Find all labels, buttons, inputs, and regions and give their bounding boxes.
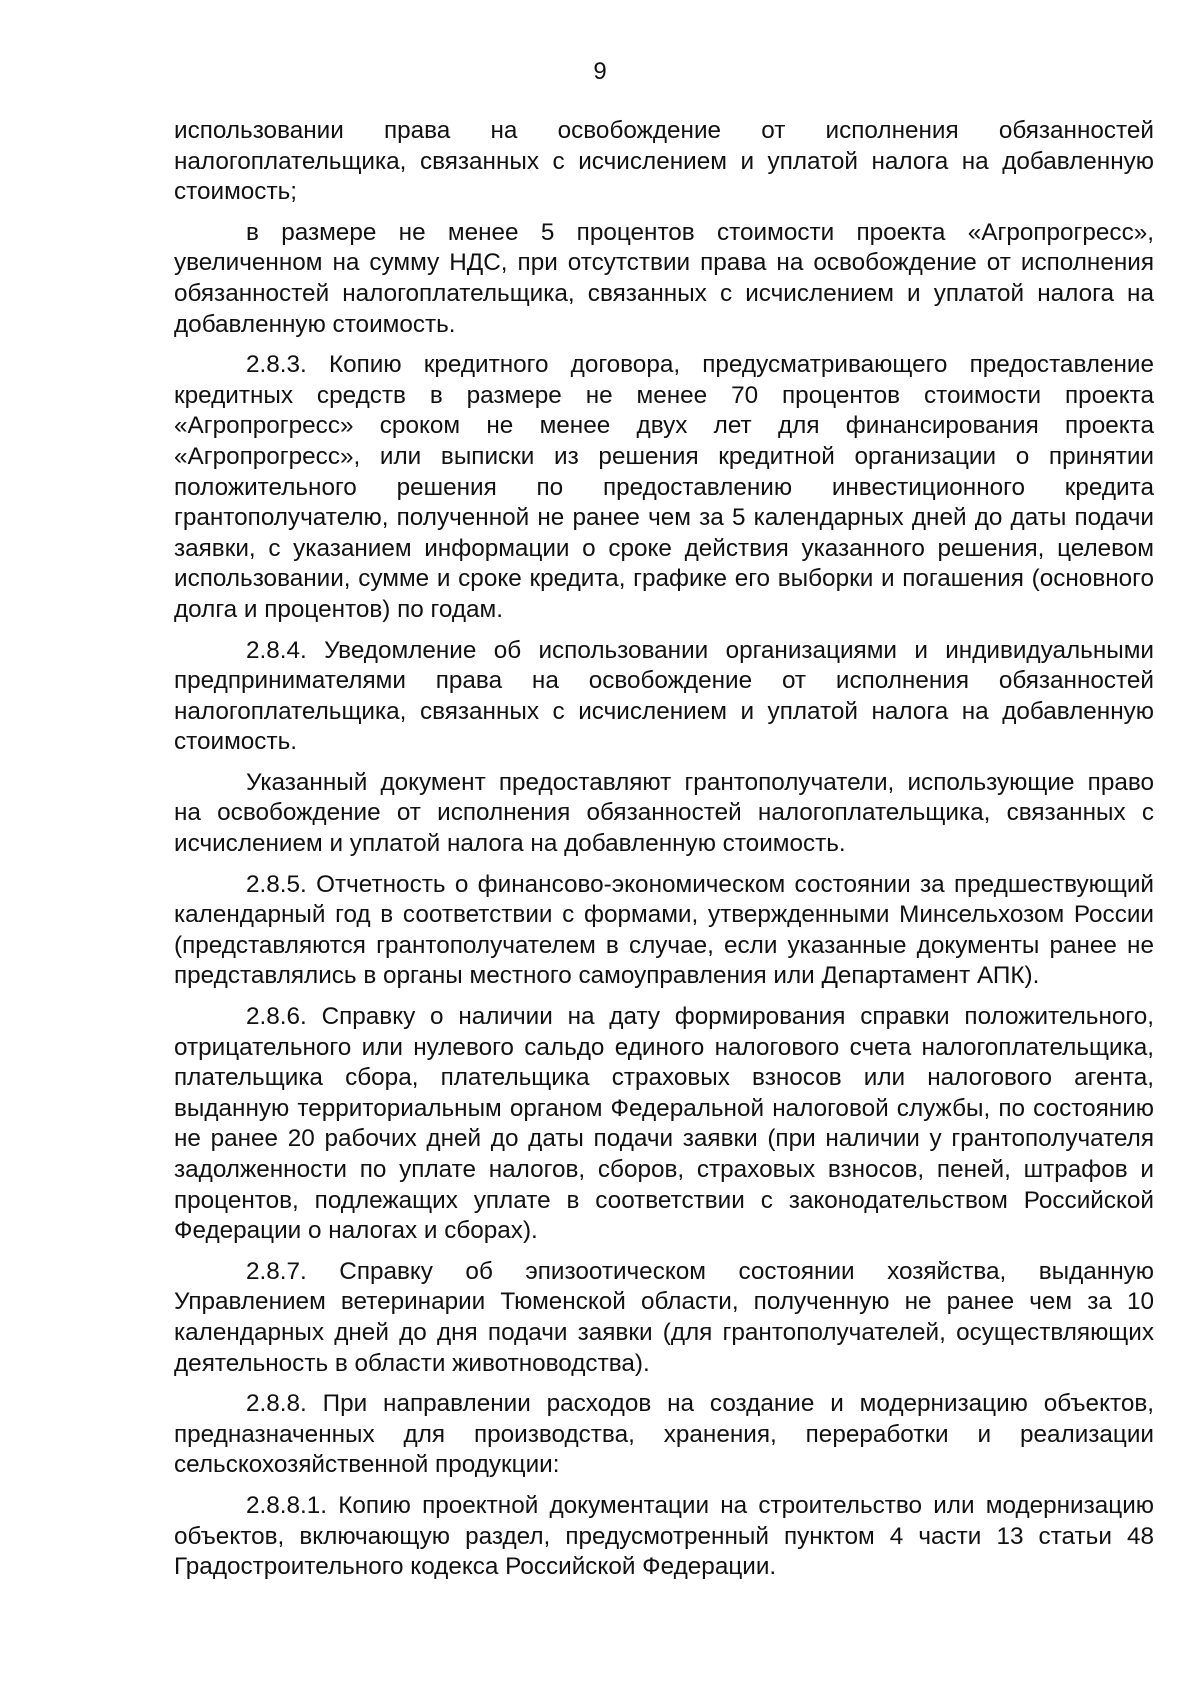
- paragraph-2-8-8-1: 2.8.8.1. Копию проектной документации на строительство или модернизацию объектов, включающую раздел, предусмотренный пунктом 4 части 13 статьи 48 Градостроительного кодекса Российской Федерации.: [174, 1491, 1154, 1581]
- paragraph-2-8-8: 2.8.8. При направлении расходов на создание и модернизацию объектов, предназначенных для производства, хранения, переработки и реализации сельскохозяйственной продукции:: [174, 1390, 1154, 1479]
- paragraph-continuation: использовании права на освобождение от исполнения обязанностей налогоплательщика, связанных с исчислением и уплатой налога на добавленную стоимость;: [174, 117, 1154, 206]
- paragraph-document-note: Указанный документ предоставляют грантополучатели, использующие право на освобождение от исполнения обязанностей налогоплательщика, связанных с исчислением и уплатой налога на добавленную стоимость.: [174, 768, 1154, 858]
- paragraph-2-8-6: 2.8.6. Справку о наличии на дату формирования справки положительного, отрицательного или нулевого сальдо единого налогового счета налогоплательщика, плательщика сбора, плательщика страховых взносов или налогового агента, выданную территориальным органом Федеральной налоговой службы, по состоянию не ранее 20 рабочих дней до даты подачи заявки (при наличии у грантополучателя задолженности по уплате налогов, сборов, страховых взносов, пеней, штрафов и процентов, подлежащих уплате в соответствии с законодательством Российской Федерации о налогах и сборах).: [174, 1003, 1154, 1245]
- paragraph-2-8-4: 2.8.4. Уведомление об использовании организациями и индивидуальными предпринимателями права на освобождение от исполнения обязанностей налогоплательщика, связанных с исчислением и уплатой налога на добавленную стоимость.: [174, 636, 1154, 756]
- paragraph-2-8-3: 2.8.3. Копию кредитного договора, предусматривающего предоставление кредитных средств в размере не менее 70 процентов стоимости проекта «Агропрогресс» сроком не менее двух лет для финансирования проекта «Агропрогресс», или выписки из решения кредитной организации о принятии положительного решения по предоставлению инвестиционного кредита грантополучателю, полученной не ранее чем за 5 календарных дней до даты подачи заявки, с указанием информации о сроке действия указанного решения, целевом использовании, сумме и сроке кредита, графике его выборки и погашения (основного долга и процентов) по годам.: [174, 351, 1154, 623]
- paragraph-2-8-5: 2.8.5. Отчетность о финансово-экономическом состоянии за предшествующий календарный год в соответствии с формами, утвержденными Минсельхозом России (представляются грантополучателем в случае, если указанные документы ранее не представлялись в органы местного самоуправления или Департамент АПК).: [174, 870, 1154, 990]
- document-body: [174, 116, 1154, 1583]
- paragraph-2-8-7: 2.8.7. Справку об эпизоотическом состоянии хозяйства, выданную Управлением ветеринарии Тюменской области, полученную не ранее чем за 10 календарных дней до дня подачи заявки (для грантополучателей, осуществляющих деятельность в области животноводства).: [174, 1257, 1154, 1377]
- page-number: 9: [593, 58, 607, 85]
- paragraph-vat-5-percent: в размере не менее 5 процентов стоимости проекта «Агропрогресс», увеличенном на сумму НДС, при отсутствии права на освобождение от исполнения обязанностей налогоплательщика, связанных с исчислением и уплатой налога на добавленную стоимость.: [174, 218, 1154, 338]
